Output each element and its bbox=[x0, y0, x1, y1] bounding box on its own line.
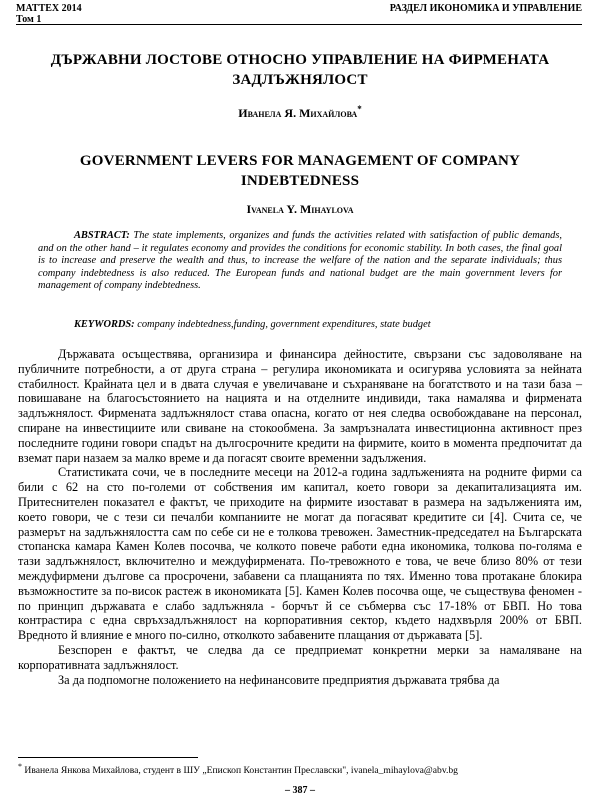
keywords-label: KEYWORDS: bbox=[74, 319, 135, 330]
footnote-rule bbox=[18, 757, 198, 758]
footnote-mark: * bbox=[18, 762, 22, 771]
abstract-label: ABSTRACT: bbox=[74, 230, 130, 241]
abstract-text: The state implements, organizes and funds the activities related with satisfaction of public demands, and on the other hand – it regulates economy and provides the conditions for economic stability. In both cases, the final goal is to increase and preserve the wealth and thus, to increase the welfare of the nation and the separate individuals; thus company indebtedness is also reduced. The European funds and national budget are the main government levers for management of company indebtedness. bbox=[38, 230, 562, 292]
volume-label: Том 1 bbox=[16, 14, 42, 25]
abstract bbox=[38, 230, 562, 293]
author-english: Ivanela Y. Mihaylova bbox=[246, 202, 354, 216]
section-label: РАЗДЕЛ ИКОНОМИКА И УПРАВЛЕНИЕ bbox=[389, 3, 582, 14]
header-left bbox=[16, 3, 82, 25]
author-footnote-mark: * bbox=[357, 104, 362, 114]
title-bulgarian: ДЪРЖАВНИ ЛОСТОВЕ ОТНОСНО УПРАВЛЕНИЕ НА ФИРМЕНАТА ЗАДЛЪЖНЯЛОСТ bbox=[50, 52, 550, 88]
paragraph: Статистиката сочи, че в последните месеци на 2012-а година задлъженията на родните фирми са били с 62 на сто по-големи от собствения им капитал, което говори за декапитализацията им. Притеснителен показател е фактът, че приходите на фирмите изостават в размера на задълженията им, което говори, че с тези си печалби компаниите не могат да погасяват кредитите си [4]. Счита се, че размерът на задлъжнялостта сам по себе си не е толкова тревожен. Заместник-председател на Българската стопанска камара Камен Колев посочва, че колкото повече работи една икономика, толкова по-голяма е тази задлъжнялост, включително и междуфирмената. По-тревожното е това, че вече близо 80% от тези междуфирмени дългове са просрочени, забавени са плащанията по тях. Именно това протакане блокира възможностите за по-висок растеж в икономиката [5]. Камен Колев посочва още, че съществува феномен - по принцип държавата е слабо задлъжняла - борчът й се събмерва със 17-18% от БВП. Но това контрастира с една свръхзадлъжнялост на корпоративния сектор, където надхвърля 200% от БВП. Вредното й влияние е много по-силно, отколкото забавените плащания от държавата [5]. bbox=[18, 465, 582, 643]
keywords bbox=[74, 319, 562, 330]
journal-name: MATTEX 2014 bbox=[16, 3, 82, 14]
title-english: GOVERNMENT LEVERS FOR MANAGEMENT OF COMPANY INDEBTEDNESS bbox=[79, 153, 521, 189]
author-name-bg: Иванела Я. Михайлова bbox=[238, 106, 358, 120]
author-bulgarian bbox=[0, 104, 600, 121]
paragraph: За да подпомогне положението на нефинансовите предприятия държавата трябва да bbox=[58, 672, 500, 687]
keywords-text: company indebtedness,funding, government expenditures, state budget bbox=[137, 319, 431, 330]
header-rule bbox=[16, 24, 582, 25]
paragraph: Държавата осъществява, организира и финансира дейностите, свързани със задоволяване на публичните потребности, а от друга страна – регулира икономиката и осигурява условията за нейната стабилност. Крайната цел и в двата случая е увеличаване и съхраняване на богатството и на тази база – повишаване на благосъстоянието на нацията и на отделните индивиди, така намалява и фирмената задлъжнялост. Фирмената задлъжнялост става опасна, когато от нея следва освобождаване на персонал, спиране на инвестициите или свиване на стокообмена. За замръзналата инвестиционна активност през последните години говори спадът на дългосрочните кредити на фирмите, които в момента предпочитат да вземат пари назаем за малко време и да погасят своите временни задължения. bbox=[18, 347, 582, 465]
footnote bbox=[18, 762, 582, 776]
paragraph: Безспорен е фактът, че следва да се предприемат конкретни мерки за намаляване на корпоративната задлъжнялост. bbox=[18, 642, 582, 672]
body-text bbox=[18, 347, 582, 687]
footnote-text: Иванела Янкова Михайлова, студент в ШУ „Епископ Константин Преславски", ivanela_mihaylova@abv.bg bbox=[24, 765, 458, 777]
page-number: – 387 – bbox=[285, 785, 315, 796]
